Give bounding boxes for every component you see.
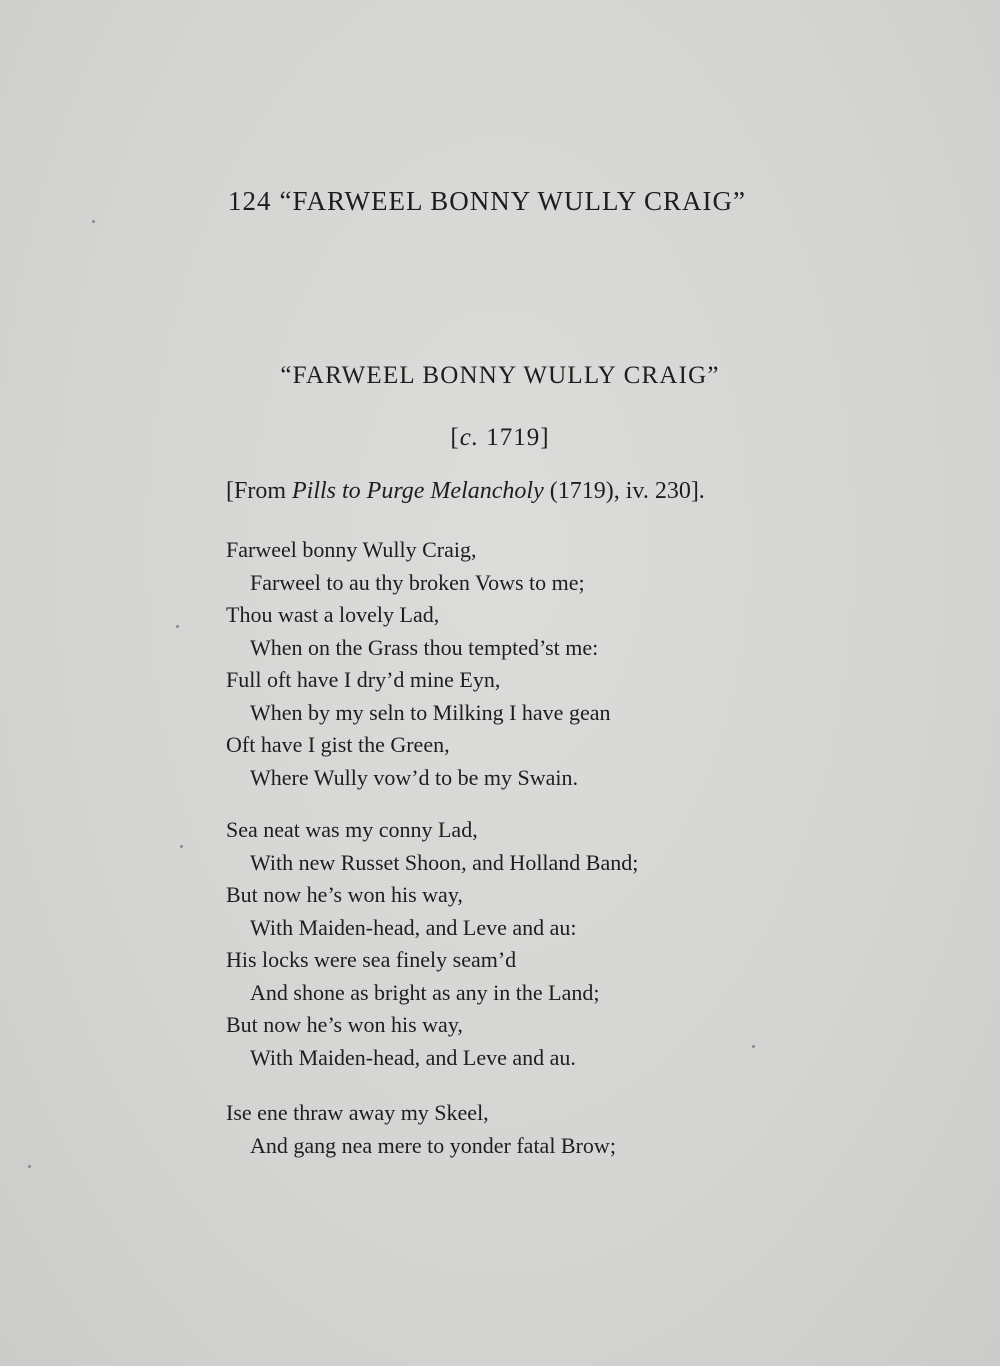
source-note xyxy=(226,478,705,505)
verse-line: Ise ene thraw away my Skeel, xyxy=(226,1100,489,1125)
poem-title: “FARWEEL BONNY WULLY CRAIG” xyxy=(280,362,720,389)
paper-speck xyxy=(180,845,183,848)
poem-date xyxy=(0,424,1000,452)
stanza xyxy=(226,814,638,1074)
verse-line: With Maiden-head, and Leve and au: xyxy=(250,914,577,940)
running-head-title: “FARWEEL BONNY WULLY CRAIG” xyxy=(279,186,746,216)
verse-line: Where Wully vow’d to be my Swain. xyxy=(250,764,579,790)
verse-line: When on the Grass thou tempted’st me: xyxy=(250,634,599,660)
verse-line: And gang nea mere to yonder fatal Brow; xyxy=(250,1132,616,1158)
paper-speck xyxy=(752,1045,755,1048)
paper-speck xyxy=(92,220,95,223)
running-head xyxy=(228,186,788,217)
page-number: 124 xyxy=(228,186,272,216)
date-circa: c. xyxy=(459,424,480,451)
paper-speck xyxy=(176,625,179,628)
source-suffix: (1719), iv. 230]. xyxy=(543,478,705,504)
verse-line: With new Russet Shoon, and Holland Band; xyxy=(250,849,639,875)
verse-line: But now he’s won his way, xyxy=(226,1012,463,1037)
verse-line: Sea neat was my conny Lad, xyxy=(226,817,478,842)
verse-line: Oft have I gist the Green, xyxy=(226,732,450,757)
verse-line: When by my seln to Milking I have gean xyxy=(250,699,611,725)
verse-line: Farweel bonny Wully Craig, xyxy=(226,537,477,562)
verse-line: Farweel to au thy broken Vows to me; xyxy=(250,569,585,595)
stanza xyxy=(226,1097,616,1162)
source-work-title: Pills to Purge Melancholy xyxy=(292,478,544,504)
verse-line: Full oft have I dry’d mine Eyn, xyxy=(226,667,501,692)
date-open-bracket: [ xyxy=(450,424,460,451)
verse-line: But now he’s won his way, xyxy=(226,882,463,907)
verse-line: And shone as bright as any in the Land; xyxy=(250,979,600,1005)
date-year: 1719] xyxy=(486,424,550,451)
verse-line: Thou wast a lovely Lad, xyxy=(226,602,440,627)
verse-line: His locks were sea finely seam’d xyxy=(226,947,517,972)
source-prefix: [From xyxy=(226,478,292,504)
stanza xyxy=(226,534,610,794)
paper-speck xyxy=(28,1165,31,1168)
verse-line: With Maiden-head, and Leve and au. xyxy=(250,1044,576,1070)
